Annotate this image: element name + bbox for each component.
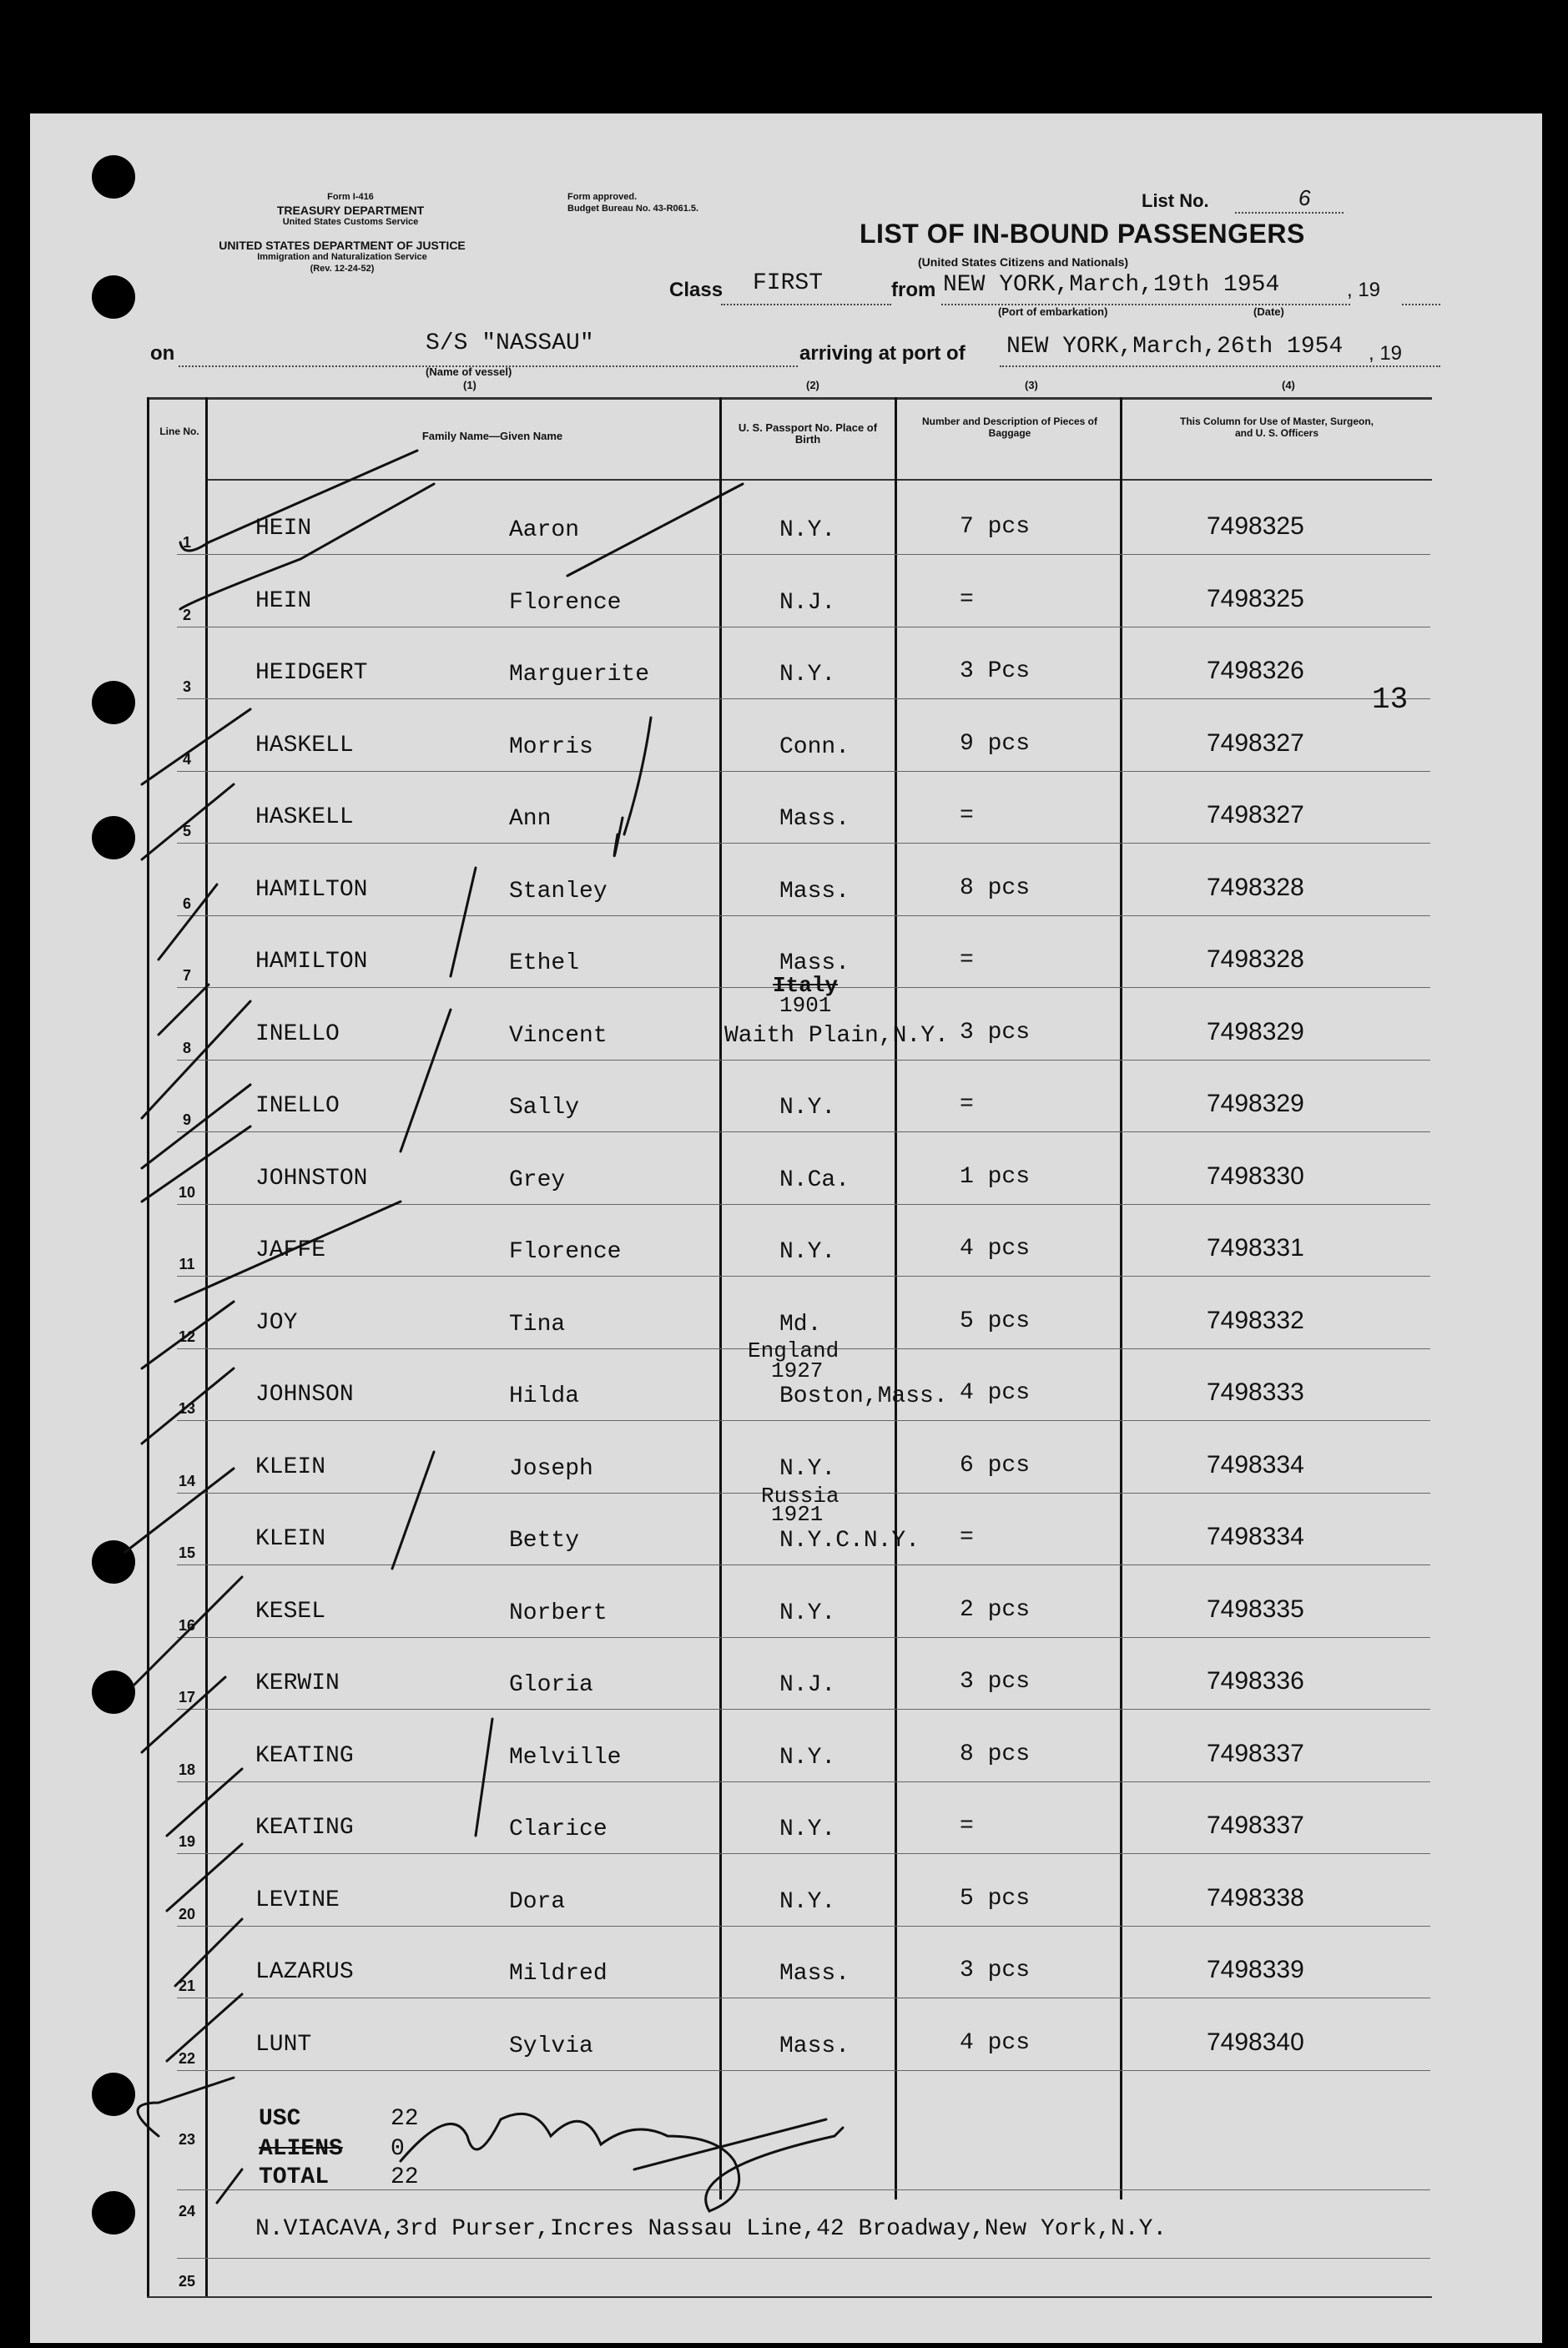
- given-name: Florence: [509, 589, 622, 616]
- family-name: LAZARUS: [255, 1959, 354, 1985]
- budget-bureau: Budget Bureau No. 43-R061.5.: [567, 204, 699, 214]
- line-number: 21: [178, 1978, 196, 1994]
- family-name: INELLO: [255, 1020, 340, 1047]
- family-name: JOHNSTON: [255, 1165, 368, 1192]
- form-approved: Form approved.: [567, 192, 638, 202]
- name-col-border: [719, 397, 722, 2199]
- line-number: 22: [178, 2049, 196, 2067]
- line-number: 6: [182, 894, 191, 912]
- given-name: Stanley: [509, 878, 608, 904]
- given-name: Betty: [509, 1528, 580, 1554]
- given-name: Joseph: [509, 1455, 593, 1482]
- officer-code: 7498327: [1207, 728, 1304, 757]
- officer-code: 7498331: [1207, 1234, 1304, 1262]
- margin-note: 13: [1372, 683, 1409, 717]
- baggage: =: [960, 1813, 974, 1839]
- officer-code: 7498339: [1207, 1956, 1304, 1983]
- family-name: JOHNSON: [255, 1382, 354, 1408]
- row-line: [177, 1853, 1430, 1854]
- baggage: 9 pcs: [960, 730, 1031, 757]
- given-name: Ethel: [509, 950, 580, 976]
- row-line: [177, 1276, 1430, 1277]
- place-of-birth: Waith Plain,N.Y.: [724, 1022, 949, 1049]
- given-name: Hilda: [509, 1383, 580, 1409]
- baggage: =: [960, 1524, 974, 1550]
- given-name: Dora: [509, 1888, 566, 1915]
- treasury-dept: TREASURY DEPARTMENT: [276, 204, 425, 217]
- year-suffix: , 19: [1347, 279, 1381, 301]
- passport-col-border: [895, 397, 897, 2199]
- page-title: LIST OF IN-BOUND PASSENGERS: [860, 219, 1305, 249]
- row-line: [177, 1420, 1430, 1421]
- punch-hole: [92, 275, 135, 319]
- line-number: 15: [178, 1544, 196, 1561]
- ins-service: Immigration and Naturalization Service: [257, 252, 427, 262]
- usc-value: 22: [391, 2106, 419, 2132]
- baggage: =: [960, 803, 974, 829]
- row-line: [177, 2189, 1430, 2190]
- place-of-birth: N.J.: [779, 1672, 836, 1698]
- row-line: [177, 1204, 1430, 1205]
- revision-date: (Rev. 12-24-52): [310, 264, 375, 274]
- baggage: 5 pcs: [960, 1885, 1031, 1912]
- family-name: KLEIN: [255, 1454, 326, 1480]
- birth-note: 1921: [771, 1502, 824, 1527]
- col4-num: (4): [1282, 379, 1295, 391]
- baggage: 3 Pcs: [960, 658, 1031, 684]
- baggage: 2 pcs: [960, 1596, 1031, 1623]
- arriving-year-suffix: , 19: [1369, 342, 1403, 365]
- officer-code: 7498328: [1207, 873, 1304, 901]
- officer-code: 7498335: [1207, 1595, 1304, 1623]
- given-name: Vincent: [509, 1022, 608, 1049]
- place-of-birth: N.Y.: [779, 1600, 836, 1626]
- birth-note: England: [748, 1338, 839, 1363]
- row-line: [177, 1060, 1430, 1061]
- baggage-col-border: [1120, 397, 1122, 2199]
- given-name: Grey: [509, 1166, 566, 1193]
- punch-hole: [92, 155, 135, 199]
- place-of-birth: Mass.: [779, 806, 850, 832]
- family-name: JAFFE: [255, 1237, 326, 1263]
- officer-code: 7498338: [1207, 1883, 1304, 1912]
- place-of-birth: Mass.: [779, 878, 850, 904]
- given-name: Norbert: [509, 1600, 608, 1626]
- customs-service: United States Customs Service: [282, 217, 419, 227]
- date-caption: (Date): [1253, 305, 1284, 318]
- family-name: JOY: [255, 1309, 298, 1336]
- line-number: 24: [178, 2203, 196, 2220]
- from-value: NEW YORK,March,19th 1954: [943, 272, 1280, 298]
- on-label: on: [150, 342, 175, 365]
- row-line: [177, 1131, 1430, 1132]
- family-name: LUNT: [255, 2031, 312, 2058]
- place-of-birth: N.Y.: [779, 1239, 836, 1265]
- officer-code: 7498327: [1207, 801, 1304, 829]
- row-line: [177, 1709, 1430, 1710]
- baggage: 3 pcs: [960, 1019, 1031, 1046]
- baggage: 4 pcs: [960, 1236, 1031, 1262]
- col-header-line: Line No.: [159, 426, 199, 437]
- given-name: Morris: [509, 733, 593, 760]
- justice-dept: UNITED STATES DEPARTMENT OF JUSTICE: [219, 239, 466, 252]
- officer-code: 7498326: [1207, 657, 1304, 684]
- family-name: HEIN: [255, 516, 312, 542]
- header-bottom-border: [205, 479, 1432, 481]
- class-line: [721, 304, 891, 305]
- row-line: [177, 554, 1430, 555]
- vessel-name: S/S "NASSAU": [426, 330, 594, 356]
- given-name: Mildred: [509, 1961, 608, 1987]
- baggage: =: [960, 586, 974, 612]
- family-name: KLEIN: [255, 1526, 326, 1552]
- line-number: 25: [178, 2273, 196, 2290]
- birth-note: Italy: [773, 973, 839, 998]
- row-line: [177, 2070, 1430, 2071]
- line-number: 19: [178, 1833, 196, 1850]
- given-name: Gloria: [509, 1672, 593, 1698]
- manifest-page: [30, 113, 1542, 2343]
- place-of-birth: Boston,Mass.: [779, 1383, 948, 1409]
- line-number: 8: [182, 1039, 191, 1056]
- usc-label: USC: [259, 2106, 301, 2132]
- given-name: Aaron: [509, 517, 580, 543]
- row-line: [177, 1781, 1430, 1782]
- vessel-caption: (Name of vessel): [426, 365, 512, 378]
- family-name: KERWIN: [255, 1670, 340, 1696]
- given-name: Melville: [509, 1744, 622, 1771]
- family-name: LEVINE: [255, 1887, 340, 1913]
- aliens-label: ALIENS: [259, 2136, 343, 2162]
- family-name: HASKELL: [255, 732, 354, 758]
- line-number: 18: [178, 1761, 196, 1778]
- arriving-label: arriving at port of: [799, 342, 966, 365]
- family-name: HAMILTON: [255, 876, 368, 903]
- line-number: 13: [178, 1400, 196, 1417]
- col2-num: (2): [806, 379, 819, 391]
- col-header-passport: U. S. Passport No. Place of Birth: [738, 421, 878, 446]
- list-number-line: [1235, 212, 1344, 214]
- col-header-baggage: Number and Description of Pieces of Baggage: [921, 416, 1098, 439]
- officer-code: 7498330: [1207, 1161, 1304, 1190]
- family-name: KESEL: [255, 1598, 326, 1625]
- given-name: Ann: [509, 806, 552, 832]
- row-line: [177, 915, 1430, 916]
- line-number: 2: [182, 606, 191, 623]
- officer-code: 7498334: [1207, 1450, 1304, 1479]
- total-value: 22: [391, 2164, 419, 2190]
- birth-note: Russia: [761, 1484, 839, 1509]
- officer-code: 7498328: [1207, 945, 1304, 973]
- line-number: 14: [178, 1472, 196, 1489]
- row-line: [177, 771, 1430, 772]
- line-number: 4: [182, 750, 191, 768]
- family-name: HEIDGERT: [255, 660, 368, 686]
- family-name: HASKELL: [255, 804, 354, 830]
- officer-code: 7498336: [1207, 1667, 1304, 1695]
- line-number: 17: [178, 1689, 196, 1706]
- line-number: 23: [178, 2131, 196, 2148]
- form-number: Form I-416: [327, 192, 374, 202]
- officer-code: 7498325: [1207, 512, 1304, 540]
- col3-num: (3): [1025, 379, 1038, 391]
- list-number: 6: [1298, 185, 1311, 210]
- officer-code: 7498329: [1207, 1090, 1304, 1117]
- year-line: [1402, 304, 1440, 305]
- punch-hole: [92, 816, 135, 859]
- place-of-birth: N.Y.: [779, 1744, 836, 1771]
- baggage: 3 pcs: [960, 1958, 1031, 1983]
- place-of-birth: N.Y.: [779, 1095, 836, 1121]
- baggage: 4 pcs: [960, 2029, 1031, 2056]
- given-name: Marguerite: [509, 662, 650, 688]
- line-number: 11: [179, 1256, 195, 1272]
- given-name: Sally: [509, 1095, 580, 1121]
- punch-hole: [92, 1540, 135, 1584]
- officer-code: 7498337: [1207, 1811, 1304, 1839]
- baggage: =: [960, 947, 974, 973]
- baggage: 4 pcs: [960, 1380, 1031, 1406]
- baggage: 8 pcs: [960, 874, 1031, 901]
- line-number: 10: [178, 1183, 196, 1201]
- officer-code: 7498325: [1207, 584, 1304, 612]
- birth-note: 1927: [771, 1358, 824, 1383]
- port-embark-caption: (Port of embarkation): [998, 305, 1108, 318]
- place-of-birth: Mass.: [779, 950, 850, 976]
- place-of-birth: N.Y.: [779, 1888, 836, 1915]
- place-of-birth: N.Ca.: [779, 1166, 850, 1193]
- row-line: [177, 1637, 1430, 1638]
- table-top-border: [147, 397, 1432, 400]
- baggage: 3 pcs: [960, 1669, 1031, 1695]
- family-name: KEATING: [255, 1815, 354, 1841]
- vessel-col-num: (1): [463, 379, 476, 391]
- punch-hole: [92, 2191, 135, 2235]
- given-name: Tina: [509, 1311, 566, 1338]
- place-of-birth: N.Y.C.N.Y.: [779, 1528, 920, 1554]
- officer-code: 7498333: [1207, 1378, 1304, 1406]
- line-number: 3: [182, 678, 191, 695]
- officer-code: 7498340: [1207, 2028, 1304, 2056]
- purser-signature-line: N.VIACAVA,3rd Purser,Incres Nassau Line,42 Broadway,New York,N.Y.: [255, 2216, 1167, 2242]
- baggage: =: [960, 1091, 974, 1117]
- row-line: [177, 2258, 1430, 2259]
- table-bottom-border: [147, 2296, 1432, 2298]
- baggage: 1 pcs: [960, 1163, 1031, 1190]
- row-line: [177, 843, 1430, 844]
- baggage: 7 pcs: [960, 514, 1031, 540]
- table-left-border: [147, 397, 149, 2298]
- row-line: [177, 1926, 1430, 1927]
- punch-hole: [92, 2073, 135, 2116]
- place-of-birth: N.Y.: [779, 1816, 836, 1842]
- officer-code: 7498329: [1207, 1017, 1304, 1046]
- line-number: 20: [178, 1905, 196, 1922]
- line-number: 12: [178, 1328, 196, 1345]
- place-of-birth: Mass.: [779, 1961, 850, 1987]
- col-header-officers: This Column for Use of Master, Surgeon, and U. S. Officers: [1179, 416, 1374, 439]
- line-number: 16: [178, 1616, 196, 1634]
- family-name: KEATING: [255, 1742, 354, 1769]
- page-subtitle: (United States Citizens and Nationals): [918, 255, 1129, 269]
- given-name: Clarice: [509, 1816, 608, 1842]
- birth-note: 1901: [779, 993, 832, 1018]
- aliens-value: 0: [391, 2136, 405, 2162]
- family-name: HEIN: [255, 587, 312, 614]
- total-label: TOTAL: [259, 2164, 330, 2190]
- col-header-name: Family Name—Given Name: [421, 430, 563, 442]
- place-of-birth: Conn.: [779, 733, 850, 760]
- arriving-value: NEW YORK,March,26th 1954: [1006, 334, 1344, 360]
- punch-hole: [92, 1670, 135, 1714]
- place-of-birth: N.Y.: [779, 662, 836, 688]
- officer-code: 7498334: [1207, 1523, 1304, 1550]
- place-of-birth: N.J.: [779, 589, 836, 616]
- arriving-line: [1000, 365, 1440, 367]
- line-number: 1: [182, 534, 191, 551]
- class-label: Class: [669, 279, 723, 301]
- row-line: [177, 698, 1430, 699]
- place-of-birth: Md.: [779, 1311, 822, 1338]
- row-line: [177, 1564, 1430, 1565]
- baggage: 6 pcs: [960, 1452, 1031, 1479]
- list-label: List No.: [1142, 190, 1209, 211]
- from-label: from: [891, 279, 936, 301]
- line-number: 5: [182, 823, 191, 839]
- place-of-birth: Mass.: [779, 2033, 850, 2059]
- officer-code: 7498337: [1207, 1739, 1304, 1767]
- place-of-birth: N.Y.: [779, 1455, 836, 1482]
- punch-hole: [92, 681, 135, 724]
- baggage: 5 pcs: [960, 1308, 1031, 1334]
- line-number: 9: [182, 1111, 191, 1128]
- line-number: 7: [182, 967, 191, 984]
- class-value: FIRST: [753, 270, 824, 296]
- given-name: Florence: [509, 1239, 622, 1265]
- family-name: INELLO: [255, 1093, 340, 1119]
- officer-code: 7498332: [1207, 1306, 1304, 1334]
- given-name: Sylvia: [509, 2033, 593, 2059]
- family-name: HAMILTON: [255, 949, 368, 975]
- place-of-birth: N.Y.: [779, 517, 836, 543]
- baggage: 8 pcs: [960, 1741, 1031, 1767]
